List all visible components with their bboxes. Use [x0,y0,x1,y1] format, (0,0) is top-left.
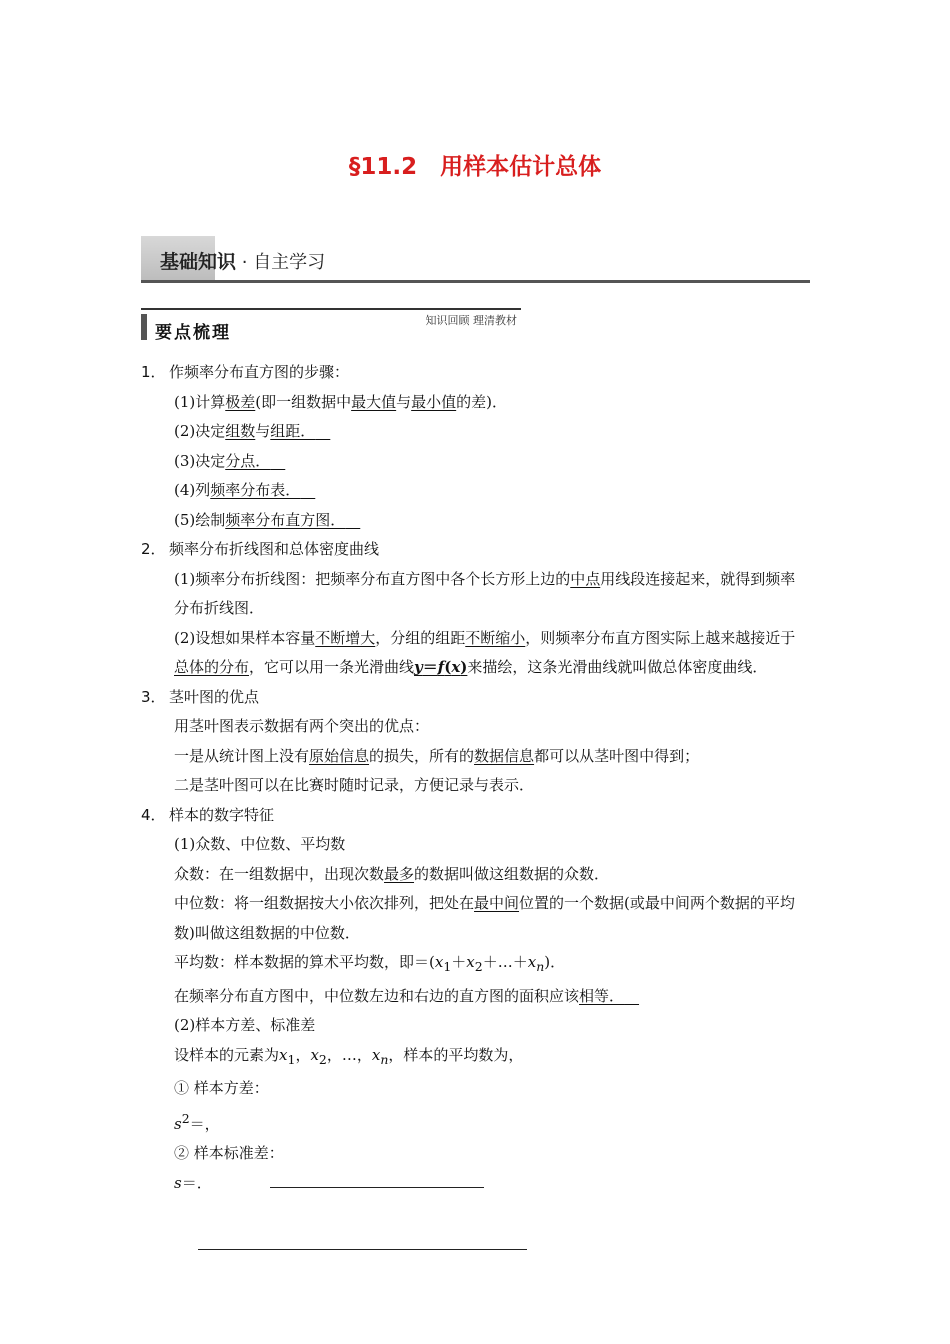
section-main: 基础知识 [160,251,237,273]
text: (1)频率分布折线图：把频率分布直方图中各个长方形上边的 [174,569,571,588]
text: (即一组数据中 [255,392,352,411]
text: ＝， [189,1114,220,1133]
text: 用线段连接起来，就得到频率分布折线图． [174,569,796,617]
answer: 不断缩小 [465,628,526,647]
formula-part: ＝ [422,658,438,676]
answer-blank [300,481,315,499]
formula-part: ( [444,658,452,676]
answer: 相等． [579,986,625,1005]
text: (5)绘制 [174,510,226,529]
answer: 最小值 [411,392,457,411]
text: 的差)． [456,392,508,411]
s1-item-4 [141,476,810,506]
answer-formula [414,658,467,676]
text: ＋…＋ [482,953,528,971]
answer: 频率分布表． [210,481,301,499]
heading-text: 作频率分布直方图的步骤： [169,363,350,381]
heading-3 [141,683,810,713]
text: 一是从统计图上没有 [174,746,310,765]
text: 与 [255,422,271,440]
answer: 极差 [225,392,256,411]
subscript: n [380,1051,389,1067]
subscript: n [536,959,545,974]
text: )． [544,953,566,971]
section-sub: 自主学习 [253,252,326,273]
text: 与 [396,392,412,411]
s4-line-7 [141,1041,810,1075]
s4-line-5 [141,982,810,1012]
answer-blank [270,452,285,470]
s2-para-2 [141,624,810,683]
text: 的数据叫做这组数据的众数． [414,864,610,883]
subsection-marker [141,314,147,340]
s1-item-3 [141,447,810,477]
text: ＝． [181,1173,212,1192]
heading-number: 3． [141,687,166,706]
s4-line-8: ① 样本方差： [174,1079,269,1097]
s4-line-11 [141,1169,810,1199]
subscript: 1 [443,959,452,974]
subsection-label: 要点梳理 [155,323,231,343]
variable: x [310,1045,319,1064]
text: 来描绘，这条光滑曲线就叫做总体密度曲线． [467,658,768,676]
section-dot: · [236,252,254,273]
text: (1)计算 [174,392,226,411]
subscript: 2 [474,959,483,974]
variable: x [279,1045,288,1064]
text: 都可以从茎叶图中得到； [534,746,700,765]
heading-number: 1． [141,363,166,381]
variable: s [174,1114,182,1133]
heading-2 [141,535,810,565]
formula-part: y [414,658,423,676]
answer: 分点． [225,451,271,470]
s1-item-2 [141,417,810,447]
content [141,358,810,1198]
s4-line-4 [141,948,810,982]
answer: 组距． [270,422,316,440]
heading-4 [141,801,810,831]
text: (2)决定 [174,422,226,440]
answer: 最大值 [351,392,397,411]
s4-line-6: (2)样本方差、标准差 [174,1016,316,1034]
subscript: 2 [318,1051,327,1067]
text: 中位数：将一组数据按大小依次排列，把处在 [174,894,475,912]
variable: x [434,953,444,971]
formula-part: x [451,658,461,676]
text: (3)决定 [174,451,226,470]
s2-para-1 [141,565,810,624]
text: ，则频率分布直方图实际上越来越接近于 [525,628,796,647]
text: 的损失，所有的 [369,746,475,765]
answer: 组数 [225,422,256,440]
answer: 最中间 [474,894,520,912]
heading-text: 茎叶图的优点 [169,687,260,706]
s3-line-2 [141,742,810,772]
answer: 不断增大 [315,628,376,647]
formula-part: ) [460,658,468,676]
s1-item-5 [141,506,810,536]
text: ，样本的平均数为， [388,1045,524,1064]
footnote-rule [198,1249,527,1250]
heading-number: 2． [141,540,166,558]
subsection-header [141,308,521,343]
answer-blank [624,987,639,1005]
answer: 最多 [384,864,415,883]
answer-blank [315,422,330,440]
text: ，…， [326,1045,372,1064]
text: 众数：在一组数据中，出现次数 [174,864,385,883]
heading-number: 4． [141,805,166,824]
text: (4)列 [174,481,211,499]
s4-line-1: (1)众数、中位数、平均数 [174,835,346,853]
text: 位置的一个数据(或最中间两个数据的平均数)叫做这组数据的中位数． [174,894,795,942]
subscript: 1 [287,1051,296,1067]
superscript: 2 [181,1110,190,1126]
variable: x [527,953,537,971]
page-title: §11.2 用样本估计总体 [348,154,602,180]
heading-text: 频率分布折线图和总体密度曲线 [169,540,380,558]
answer-blank [345,511,360,529]
text: ， [295,1045,311,1064]
text: ＋ [451,953,467,971]
s4-line-3 [141,889,810,948]
text: ，它可以用一条光滑曲线 [249,658,415,676]
text: 平均数：样本数据的算术平均数，即＝( [174,953,435,971]
text: ，分组的组距 [375,628,466,647]
answer: 原始信息 [309,746,370,765]
s4-line-2 [141,860,810,890]
text: 在频率分布直方图中，中位数左边和右边的直方图的面积应该 [174,986,580,1005]
answer: 中点 [570,569,601,588]
s4-line-9 [141,1104,810,1140]
s3-line-3: 二是茎叶图可以在比赛时随时记录，方便记录与表示． [174,776,535,794]
heading-1 [141,358,810,388]
heading-text: 样本的数字特征 [169,805,275,824]
section-header-label [160,247,325,274]
text: (2)设想如果样本容量 [174,628,316,647]
subsection-hint: 知识回顾 理清教材 [425,314,517,327]
answer-rule [270,1187,484,1188]
formula-part: f [437,658,445,676]
variable: s [174,1173,182,1192]
s4-line-10: ② 样本标准差： [174,1144,284,1162]
section-header [141,236,810,283]
answer: 频率分布直方图． [225,510,346,529]
s1-item-1 [141,388,810,418]
answer: 总体的分布 [174,658,250,676]
s3-line-1: 用茎叶图表示数据有两个突出的优点： [174,717,430,735]
text: 设样本的元素为 [174,1045,280,1064]
answer: 数据信息 [474,746,535,765]
variable: x [371,1045,381,1064]
variable: x [466,953,475,971]
